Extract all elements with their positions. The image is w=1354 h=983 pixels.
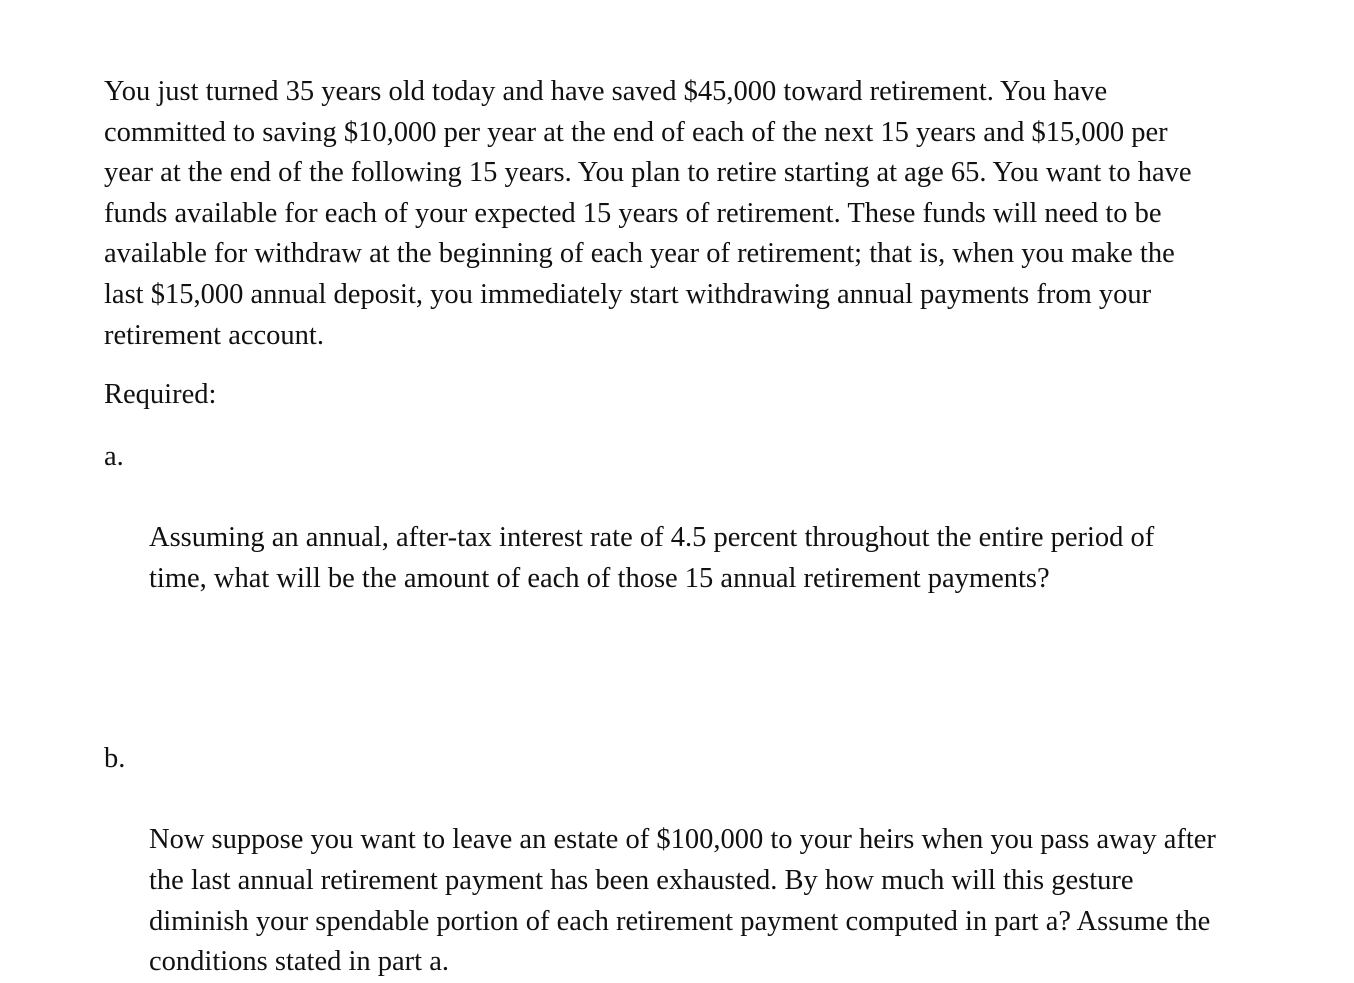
question-text-a: Assuming an annual, after-tax interest rate of 4.5 percent throughout the entire period of time, what will be the amount of each of those 15 annual retirement payments? [149,521,1155,594]
question-item-a [104,437,1294,599]
question-item-b [104,739,1294,983]
required-heading: Required: [104,379,217,411]
question-label-b: b. [104,743,126,775]
document-body [104,72,1294,983]
intro-paragraph: You just turned 35 years old today and have saved $45,000 toward retirement. You have committed to saving $10,000 per year at the end of each of the next 15 years and $15,000 per year at the end of the following 15 years. You plan to retire starting at age 65. You want to have funds available for each of your expected 15 years of retirement. These funds will need to be available for withdraw at the beginning of each year of retirement; that is, when you make the last $15,000 annual deposit, you immediately start withdrawing annual payments from your retirement account. [104,76,1192,351]
question-text-b: Now suppose you want to leave an estate of $100,000 to your heirs when you pass away after the last annual retirement payment has been exhausted. By how much will this gesture diminish your spendable portion of each retirement payment computed in part a? Assume the conditions stated in part a. [149,824,1216,978]
question-label-a: a. [104,440,124,472]
